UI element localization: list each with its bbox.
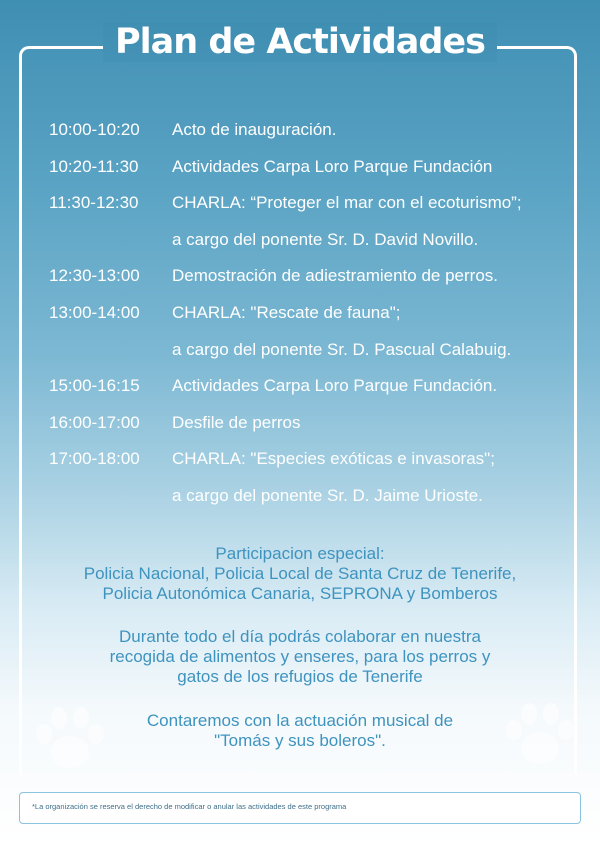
schedule-activity: Actividades Carpa Loro Parque Fundación: [172, 156, 493, 176]
schedule-activity: CHARLA: "Especies exóticas e invasoras";: [172, 449, 495, 469]
disclaimer-text: *La organización se reserva el derecho de modificar o anular las actividades de este programa: [32, 802, 347, 811]
schedule-time: 16:00-17:00: [49, 412, 140, 432]
schedule-row: [0, 370, 600, 407]
schedule-row: [0, 334, 600, 371]
schedule-row: [0, 480, 600, 517]
schedule-time: 11:30-12:30: [49, 193, 139, 213]
collection-notice: [0, 627, 600, 687]
music-line: "Tomás y sus boleros".: [214, 731, 386, 750]
schedule-row: [0, 151, 600, 188]
collection-line: Durante todo el día podrás colaborar en nuestra: [119, 627, 481, 646]
schedule-time: 10:20-11:30: [49, 156, 139, 176]
paw-print-icon: [30, 700, 110, 780]
collection-line: gatos de los refugios de Tenerife: [177, 667, 423, 686]
schedule-row: [0, 297, 600, 334]
music-line: Contaremos con la actuación musical de: [146, 711, 454, 730]
page-title: Plan de Actividades: [103, 22, 497, 62]
schedule-row: [0, 407, 600, 444]
schedule-list: [0, 114, 600, 517]
special-participation: [0, 544, 600, 604]
schedule-time: 13:00-14:00: [49, 302, 140, 322]
schedule-row: [0, 260, 600, 297]
schedule-activity: a cargo del ponente Sr. D. David Novillo.: [172, 229, 479, 249]
schedule-activity: Demostración de adiestramiento de perros.: [172, 266, 498, 286]
schedule-activity: Desfile de perros: [172, 412, 301, 432]
schedule-row: [0, 224, 600, 261]
schedule-row: [0, 187, 600, 224]
schedule-activity: CHARLA: “Proteger el mar con el ecoturismo”;: [172, 193, 522, 213]
schedule-activity: Acto de inauguración.: [172, 120, 337, 139]
schedule-activity: a cargo del ponente Sr. D. Pascual Calabuig.: [172, 339, 512, 359]
schedule-row: [0, 443, 600, 480]
schedule-time: 10:00-10:20: [49, 120, 140, 139]
special-line: Policia Nacional, Policia Local de Santa Cruz de Tenerife,: [83, 564, 517, 583]
disclaimer-box: [19, 792, 581, 824]
special-heading: Participacion especial:: [215, 544, 385, 563]
paw-print-icon: [500, 696, 580, 776]
schedule-activity: CHARLA: "Rescate de fauna";: [172, 302, 401, 322]
schedule-time: 17:00-18:00: [49, 449, 140, 469]
schedule-activity: a cargo del ponente Sr. D. Jaime Urioste.: [172, 485, 483, 505]
special-line: Policia Autonómica Canaria, SEPRONA y Bomberos: [102, 584, 498, 603]
collection-line: recogida de alimentos y enseres, para los perros y: [109, 647, 491, 666]
schedule-row: [0, 114, 600, 151]
schedule-activity: Actividades Carpa Loro Parque Fundación.: [172, 376, 498, 396]
title-wrap: [0, 22, 600, 62]
schedule-time: 12:30-13:00: [49, 266, 140, 286]
schedule-time: 15:00-16:15: [49, 376, 140, 396]
